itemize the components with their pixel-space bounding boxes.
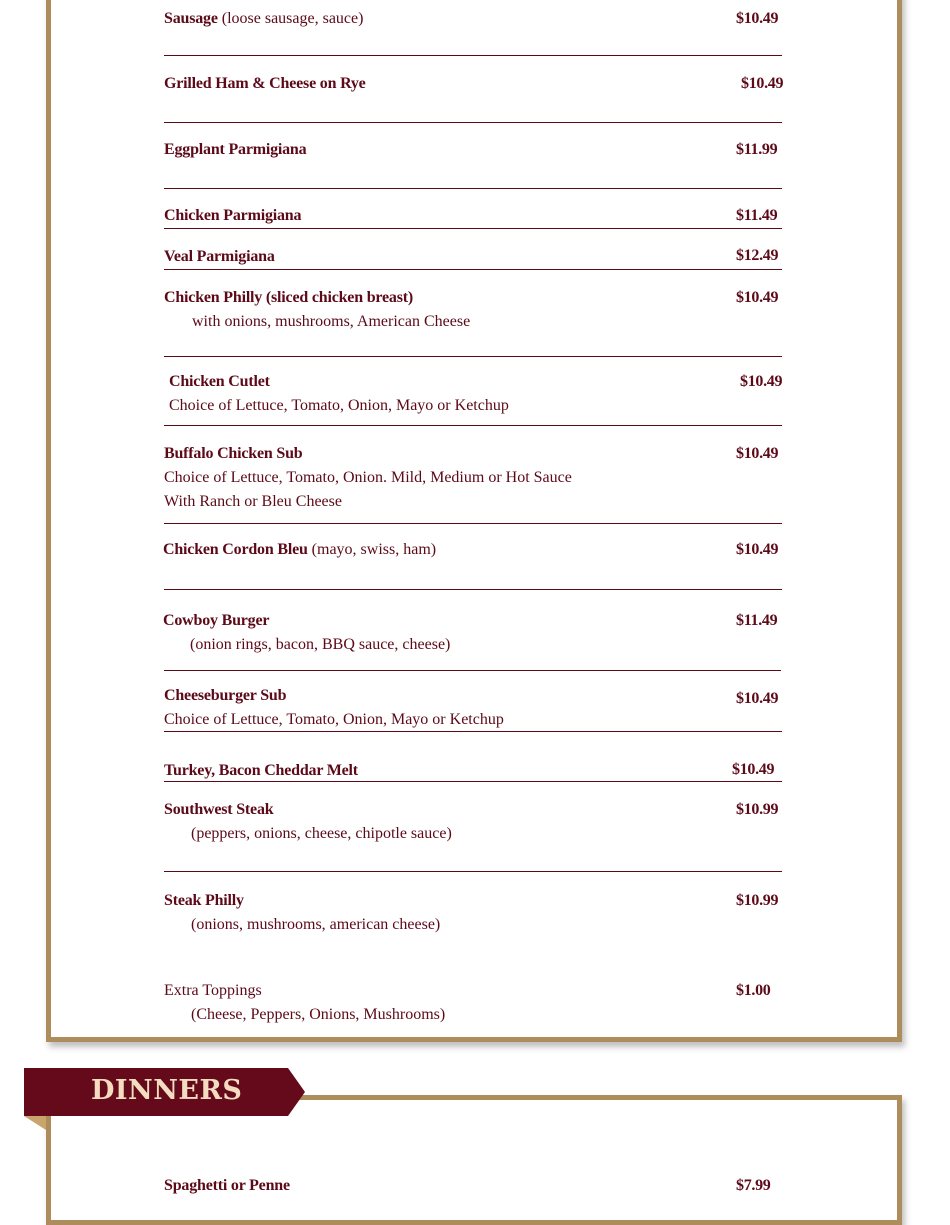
menu-item-price: $10.99 [736, 892, 779, 909]
menu-item-description: With Ranch or Bleu Cheese [164, 493, 342, 510]
menu-item-description: Choice of Lettuce, Tomato, Onion, Mayo or Ketchup [169, 397, 509, 414]
menu-item-price: $10.49 [740, 373, 783, 390]
menu-item-price: $10.49 [741, 75, 784, 92]
menu-item-name: Buffalo Chicken Sub [164, 445, 303, 462]
menu-item-price: $10.49 [736, 690, 779, 707]
menu-item-name: Cheeseburger Sub [164, 687, 287, 704]
menu-item-description: Choice of Lettuce, Tomato, Onion, Mayo or Ketchup [164, 711, 504, 728]
menu-item-name: Chicken Parmigiana [164, 207, 302, 224]
menu-item-price: $10.49 [732, 761, 775, 778]
divider [164, 731, 782, 732]
menu-item-price: $7.99 [736, 1177, 771, 1194]
divider [164, 356, 782, 357]
menu-item-name: Spaghetti or Penne [164, 1177, 290, 1194]
divider [164, 871, 782, 872]
menu-item-name: Southwest Steak [164, 801, 274, 818]
menu-item-name: Steak Philly [164, 892, 244, 909]
menu-item-description: (peppers, onions, cheese, chipotle sauce) [191, 825, 452, 842]
divider [164, 589, 782, 590]
menu-item-description: (loose sausage, sauce) [221, 10, 364, 27]
menu-item-name: Chicken Cutlet [169, 373, 270, 390]
menu-item-name: Sausage (loose sausage, sauce) [164, 10, 364, 27]
menu-item-description: Choice of Lettuce, Tomato, Onion. Mild, Medium or Hot Sauce [164, 469, 572, 486]
menu-item-price: $11.49 [736, 207, 778, 224]
menu-item-price: $11.49 [736, 612, 778, 629]
divider [164, 228, 782, 229]
divider [164, 523, 782, 524]
divider [164, 55, 782, 56]
divider [164, 781, 782, 782]
menu-item-price: $12.49 [736, 247, 779, 264]
menu-item-name: Chicken Cordon Bleu (mayo, swiss, ham) [163, 541, 437, 558]
menu-item-price: $1.00 [736, 982, 771, 999]
divider [164, 269, 782, 270]
divider [164, 122, 782, 123]
menu-item-description: (onions, mushrooms, american cheese) [191, 916, 441, 933]
menu-item-name: Grilled Ham & Cheese on Rye [164, 75, 366, 92]
menu-item-price: $10.49 [736, 289, 779, 306]
divider [164, 670, 781, 671]
menu-item-description: with onions, mushrooms, American Cheese [192, 313, 471, 330]
menu-item-name: Turkey, Bacon Cheddar Melt [164, 762, 358, 779]
menu-item-description: (mayo, swiss, ham) [311, 541, 437, 558]
menu-item-price: $10.99 [736, 801, 779, 818]
menu-item-description: (onion rings, bacon, BBQ sauce, cheese) [190, 636, 451, 653]
menu-item-name: Chicken Philly (sliced chicken breast) [164, 289, 413, 306]
menu-item-price: $10.49 [736, 10, 779, 27]
section-title: DINNERS [91, 1075, 243, 1106]
menu-item-name: Extra Toppings [164, 982, 262, 999]
menu-item-description: (Cheese, Peppers, Onions, Mushrooms) [191, 1006, 446, 1023]
divider [164, 188, 782, 189]
menu-item-price: $10.49 [736, 445, 779, 462]
menu-item-name: Cowboy Burger [163, 612, 270, 629]
menu-item-price: $10.49 [736, 541, 779, 558]
divider [164, 425, 782, 426]
menu-item-name: Eggplant Parmigiana [164, 141, 307, 158]
menu-item-price: $11.99 [736, 141, 778, 158]
banner-fold [24, 1116, 46, 1130]
menu-item-name: Veal Parmigiana [164, 248, 275, 265]
